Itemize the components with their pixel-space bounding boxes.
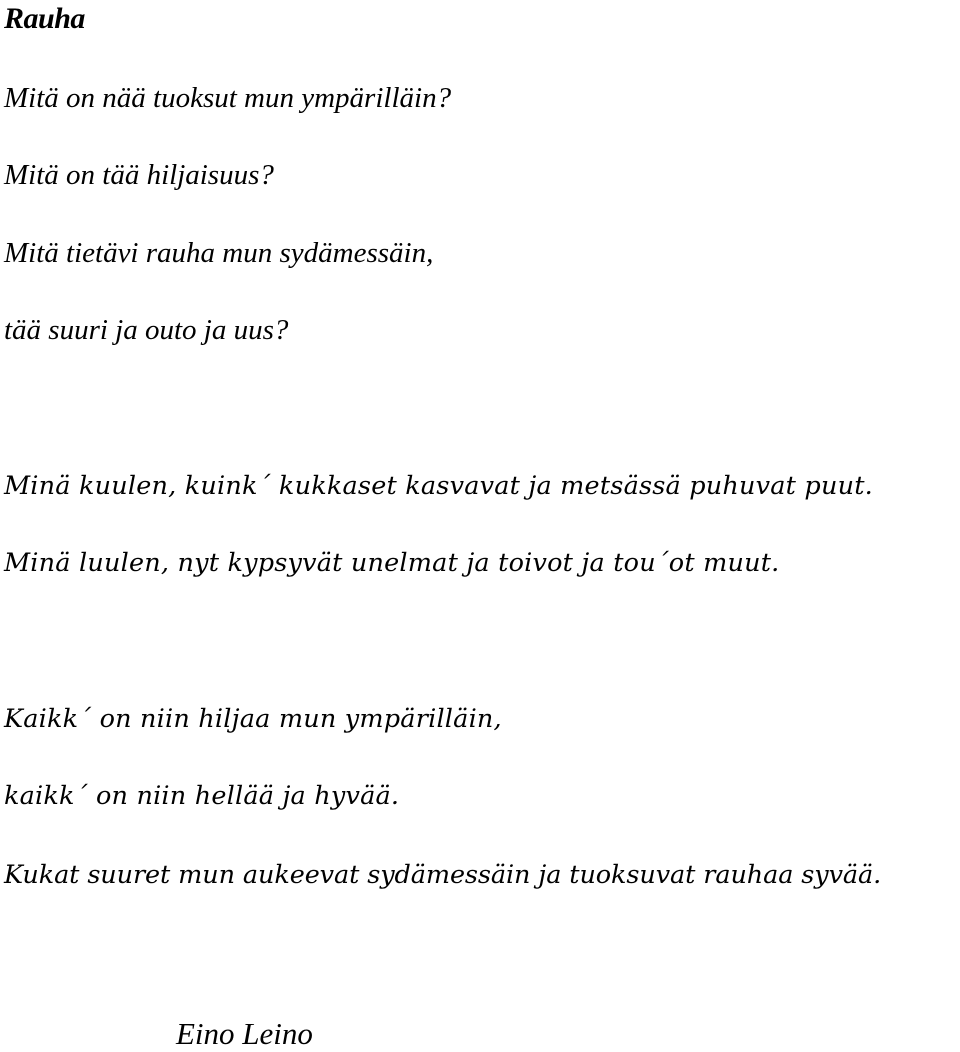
poem-line: Mitä on tää hiljaisuus? (4, 159, 274, 191)
poem-line: Mitä tietävi rauha mun sydämessäin, (4, 237, 434, 269)
poem-title: Rauha (4, 2, 85, 35)
poem-line: kaikk´ on niin hellää ja hyvää. (4, 781, 400, 811)
poem-line: Minä luulen, nyt kypsyvät unelmat ja toivot ja tou´ot muut. (4, 548, 780, 578)
poem-line: tää suuri ja outo ja uus? (4, 314, 289, 346)
poem-author: Eino Leino (176, 1016, 313, 1051)
poem-line: Mitä on nää tuoksut mun ympärilläin? (4, 82, 452, 114)
poem-line: Kaikk´ on niin hiljaa mun ympärilläin, (4, 704, 502, 734)
poem-line: Minä kuulen, kuink´ kukkaset kasvavat ja metsässä puhuvat puut. (4, 471, 873, 501)
poem-line: Kukat suuret mun aukeevat sydämessäin ja tuoksuvat rauhaa syvää. (4, 860, 882, 890)
